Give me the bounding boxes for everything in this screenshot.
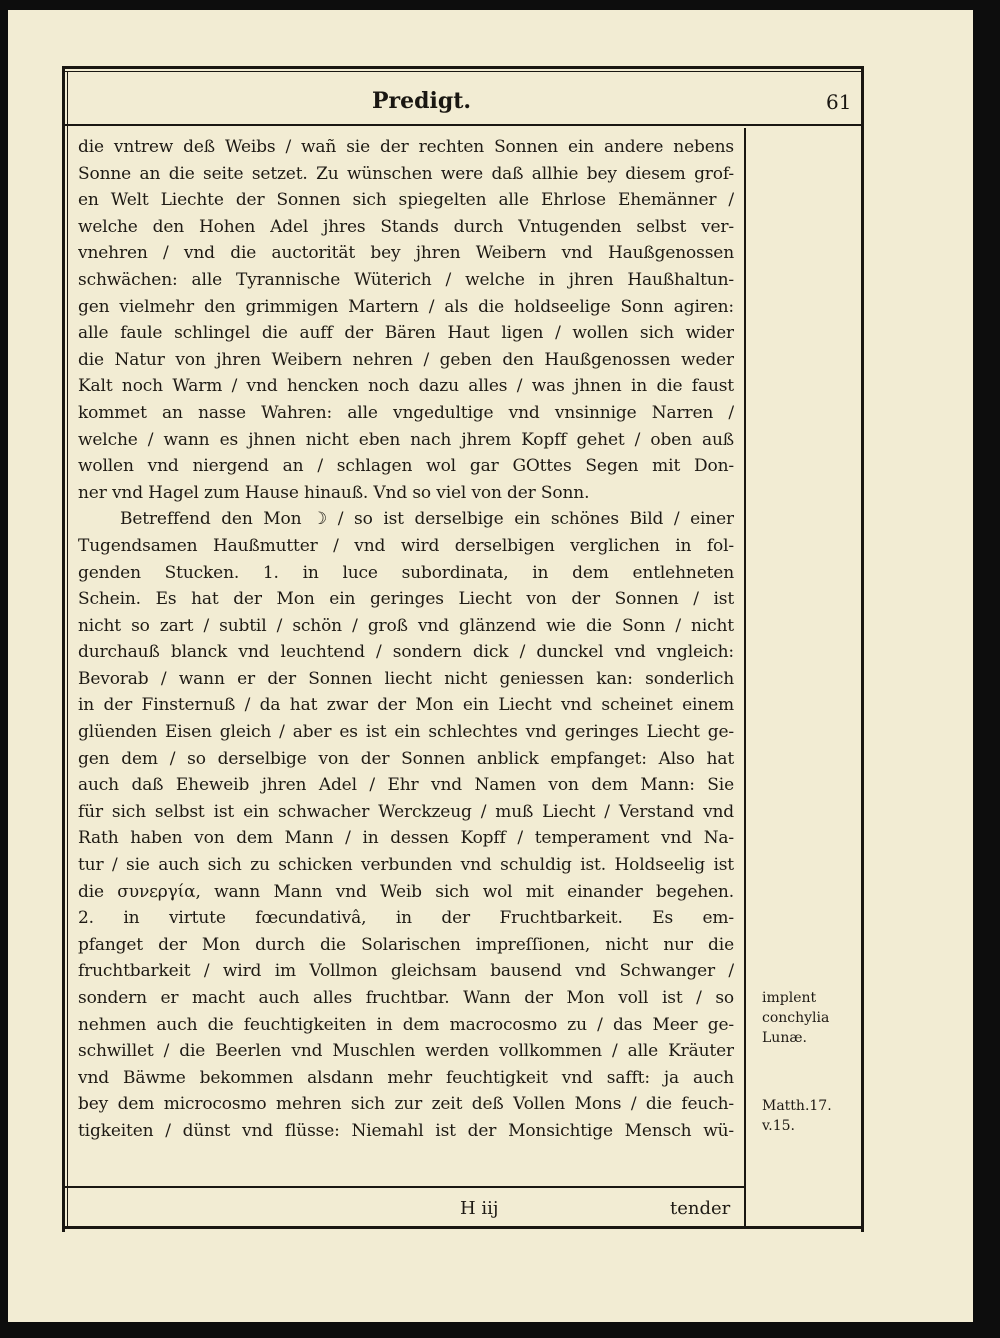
text-line: für sich selbst ist ein schwacher Werckzeug / muß Liecht / Verstand vnd (78, 801, 734, 822)
text-line: fruchtbarkeit / wird im Vollmon gleichsam bausend vnd Schwanger / (78, 961, 734, 982)
text-line: Kalt noch Warm / vnd hencken noch dazu alles / was jhnen in die faust (78, 376, 734, 397)
text-line: nicht so zart / subtil / schön / groß vnd glänzend wie die Sonn / nicht (78, 615, 734, 636)
text-line: genden Stucken. 1. in luce subordinata, in dem entlehneten (78, 562, 734, 583)
text-line: Betreffend den Mon ☽ / so ist derselbige ein schönes Bild / einer (120, 509, 734, 530)
margin-note-conchylia (762, 988, 829, 1048)
text-line: schwillet / die Beerlen vnd Muschlen werden vollkommen / alle Kräuter (78, 1041, 734, 1062)
margin-note-line: Matth.17. (762, 1098, 832, 1114)
frame-top-rule (64, 66, 864, 69)
frame-text-bottom-rule (64, 1186, 746, 1188)
frame-left-rule (62, 66, 65, 1232)
text-line: 2. in virtute fœcundativâ, in der Fruchtbarkeit. Es em- (78, 908, 734, 929)
text-line: Sonne an die seite setzet. Zu wünschen were daß allhie bey diesem grof- (78, 163, 734, 184)
catchword: tender (670, 1198, 731, 1219)
text-line: glüenden Eisen gleich / aber es ist ein schlechtes vnd geringes Liecht ge- (78, 722, 734, 743)
frame-column-rule (744, 128, 746, 1228)
text-line: Rath haben von dem Mann / in dessen Kopff / temperament vnd Na- (78, 828, 734, 849)
text-line: Bevorab / wann er der Sonnen liecht nicht geniessen kan: sonderlich (78, 668, 734, 689)
text-line: die vntrew deß Weibs / wañ sie der rechten Sonnen ein andere nebens (78, 137, 734, 157)
text-line: welche / wann es jhnen nicht eben nach jhrem Kopff gehet / oben auß (78, 429, 734, 450)
text-line: bey dem microcosmo mehren sich zur zeit deß Vollen Mons / die feuch- (78, 1094, 734, 1115)
frame-left-rule-inner (67, 72, 68, 1228)
text-line: kommet an nasse Wahren: alle vngedultige vnd vnsinnige Narren / (78, 402, 734, 423)
text-line: tigkeiten / dünst vnd flüsse: Niemahl ist der Monsichtige Mensch wü- (78, 1120, 734, 1141)
text-line: nehmen auch die feuchtigkeiten in dem macrocosmo zu / das Meer ge- (78, 1014, 734, 1035)
text-line: alle faule schlingel die auff der Bären Haut ligen / wollen sich wider (78, 323, 734, 344)
body-text (78, 134, 734, 1145)
text-line: die Natur von jhren Weibern nehren / geben den Haußgenossen weder (78, 349, 734, 370)
text-line: welche den Hohen Adel jhres Stands durch Vntugenden selbst ver- (78, 216, 734, 237)
page-number: 61 (826, 90, 852, 114)
text-line: auch daß Eheweib jhren Adel / Ehr vnd Namen von dem Mann: Sie (78, 775, 734, 796)
text-line: gen vielmehr den grimmigen Martern / als die holdseelige Sonn agiren: (78, 296, 734, 317)
text-line: in der Finsternuß / da hat zwar der Mon ein Liecht vnd scheinet einem (78, 695, 734, 716)
text-line: gen dem / so derselbige von der Sonnen anblick empfanget: Also hat (78, 748, 734, 769)
margin-note-line: v.15. (762, 1118, 795, 1134)
margin-note-line: Lunæ. (762, 1030, 807, 1046)
text-line: en Welt Liechte der Sonnen sich spiegelten alle Ehrlose Ehemänner / (78, 190, 734, 211)
text-line: sondern er macht auch alles fruchtbar. Wann der Mon voll ist / so (78, 988, 734, 1008)
text-line: durchauß blanck vnd leuchtend / sondern dick / dunckel vnd vngleich: (78, 642, 734, 663)
frame-bottom-rule (64, 1226, 864, 1229)
frame-top-rule-inner (64, 71, 864, 72)
frame-right-rule (861, 66, 864, 1232)
text-line: schwächen: alle Tyrannische Wüterich / welche in jhren Haußhaltun- (78, 269, 734, 290)
text-line: vnehren / vnd die auctorität bey jhren Weibern vnd Haußgenossen (78, 243, 734, 264)
margin-note-matthew (762, 1096, 832, 1136)
running-head: Predigt. (372, 88, 472, 114)
margin-note-line: conchylia (762, 1010, 830, 1026)
text-line: ner vnd Hagel zum Hause hinauß. Vnd so viel von der Sonn. (78, 482, 590, 503)
text-line: pfanget der Mon durch die Solarischen impreſſionen, nicht nur die (78, 934, 734, 955)
margin-note-line: implent (762, 990, 817, 1006)
text-line: vnd Bäwme bekommen alsdann mehr feuchtigkeit vnd safft: ja auch (78, 1067, 734, 1088)
text-line: tur / sie auch sich zu schicken verbunden vnd schuldig ist. Holdseelig ist (78, 855, 734, 876)
text-line: die συνεργία, wann Mann vnd Weib sich wol mit einander begehen. (78, 881, 734, 902)
signature-mark: H iij (460, 1198, 499, 1219)
text-line: wollen vnd niergend an / schlagen wol gar GOttes Segen mit Don- (78, 456, 734, 477)
frame-header-rule (64, 124, 864, 126)
text-line: Schein. Es hat der Mon ein geringes Liecht von der Sonnen / ist (78, 589, 734, 610)
text-line: Tugendsamen Haußmutter / vnd wird derselbigen verglichen in fol- (78, 535, 734, 556)
